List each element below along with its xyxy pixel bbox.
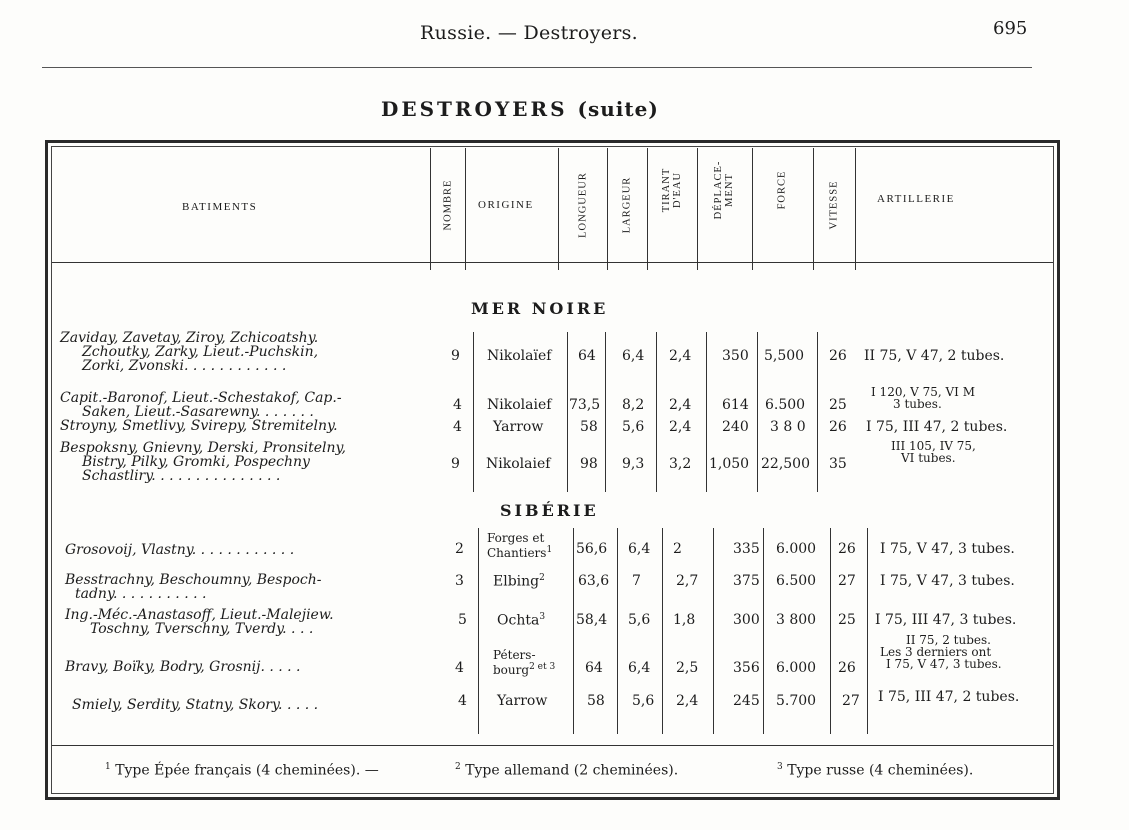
- nombre-cell: 2: [455, 541, 464, 557]
- force-cell: 6.500: [776, 573, 817, 589]
- nombre-cell: 9: [451, 348, 460, 364]
- header-origine: ORIGINE: [478, 199, 534, 211]
- longueur-cell: 98: [580, 456, 598, 472]
- artillerie-cell: I 120, V 75, VI M 3 tubes.: [871, 385, 975, 411]
- vitesse-cell: 25: [829, 397, 847, 413]
- page-number: 695: [993, 18, 1028, 39]
- origine-cell: Ochta$^3$: [497, 612, 546, 629]
- footnote-2: $^2$ Type allemand (2 cheminées).: [455, 762, 679, 779]
- header-vitesse: VITESSE: [828, 180, 840, 230]
- artillerie-cell: I 75, V 47, 3 tubes.: [880, 541, 1015, 557]
- vitesse-cell: 26: [838, 660, 856, 676]
- largeur-cell: 6,4: [628, 660, 651, 676]
- longueur-cell: 58: [580, 419, 598, 435]
- header-nombre: NOMBRE: [442, 179, 454, 231]
- longueur-cell: 64: [578, 348, 596, 364]
- table-title-suffix: (suite): [577, 97, 659, 121]
- deplacement-cell: 375: [733, 573, 760, 589]
- tirant-cell: 2,5: [676, 660, 699, 676]
- artillerie-cell: II 75, 2 tubes. Les 3 derniers ont I 75, V 47, 3 tubes.: [880, 633, 1002, 671]
- running-head: Russie. — Destroyers.: [420, 22, 639, 44]
- origine-cell: Elbing$^2$: [493, 573, 545, 590]
- header-rule: [42, 67, 1032, 68]
- artillerie-cell: I 75, V 47, 3 tubes.: [880, 573, 1015, 589]
- vitesse-cell: 27: [838, 573, 856, 589]
- tirant-cell: 2,7: [676, 573, 699, 589]
- header-deplacement: [713, 161, 735, 220]
- origine-cell: Yarrow: [493, 419, 544, 435]
- tirant-cell: 2,4: [669, 348, 692, 364]
- section-mer-noire: MER NOIRE: [471, 299, 609, 318]
- table-row-names: Grosovoij, Vlastny. . . . . . . . . . . .: [65, 542, 295, 558]
- artillerie-cell: I 75, III 47, 2 tubes.: [866, 419, 1008, 435]
- deplacement-cell: 245: [733, 693, 760, 709]
- force-cell: 6.000: [776, 541, 817, 557]
- force-cell: 5,500: [764, 348, 805, 364]
- largeur-cell: 5,6: [628, 612, 651, 628]
- nombre-cell: 4: [458, 693, 467, 709]
- largeur-cell: 8,2: [622, 397, 645, 413]
- largeur-cell: 6,4: [628, 541, 651, 557]
- deplacement-cell: 335: [733, 541, 760, 557]
- force-cell: 6.000: [776, 660, 817, 676]
- deplacement-cell: 240: [722, 419, 749, 435]
- nombre-cell: 4: [455, 660, 464, 676]
- nombre-cell: 9: [451, 456, 460, 472]
- artillerie-cell: III 105, IV 75, VI tubes.: [891, 439, 976, 465]
- deplacement-cell: 614: [722, 397, 749, 413]
- longueur-cell: 73,5: [569, 397, 601, 413]
- vitesse-cell: 26: [829, 348, 847, 364]
- force-cell: 5.700: [776, 693, 817, 709]
- deplacement-cell: 1,050: [709, 456, 750, 472]
- header-artillerie: ARTILLERIE: [877, 193, 955, 205]
- header-longueur: LONGUEUR: [577, 172, 589, 238]
- longueur-cell: 58: [587, 693, 605, 709]
- deplacement-cell: 350: [722, 348, 749, 364]
- nombre-cell: 4: [453, 397, 462, 413]
- vitesse-cell: 27: [842, 693, 860, 709]
- largeur-cell: 5,6: [622, 419, 645, 435]
- tirant-cell: 2: [673, 541, 682, 557]
- table-row-names: Zaviday, Zavetay, Ziroy, Zchicoatshy. Zchoutky, Zarky, Lieut.-Puchskin, Zorki, Zvonski. . . . . . . . . . . .: [60, 330, 319, 374]
- force-cell: 3 8 0: [770, 419, 806, 435]
- artillerie-cell: I 75, III 47, 2 tubes.: [878, 689, 1020, 705]
- section-siberie: SIBÉRIE: [500, 501, 599, 520]
- origine-cell: Nikolaïef: [487, 348, 552, 364]
- footnote-3: $^3$ Type russe (4 cheminées).: [777, 762, 974, 779]
- header-deplacement-line2: MENT: [724, 173, 735, 207]
- table-row-names: Besstrachny, Beschoumny, Bespoch- tadny. . . . . . . . . . .: [65, 572, 322, 602]
- origine-cell: Forges et Chantiers$^1$: [487, 531, 553, 560]
- table-row-names: Ing.-Méc.-Anastasoff, Lieut.-Malejiew. Toschny, Tverschny, Tverdy. . . .: [65, 607, 334, 637]
- largeur-cell: 7: [632, 573, 641, 589]
- largeur-cell: 9,3: [622, 456, 645, 472]
- header-tirant: [661, 168, 683, 213]
- tirant-cell: 2,4: [669, 419, 692, 435]
- table-row-names: Smiely, Serdity, Statny, Skory. . . . .: [72, 697, 319, 713]
- force-cell: 6.500: [765, 397, 806, 413]
- table-row-names: Bespoksny, Gnievny, Derski, Pronsitelny, Bistry, Pilky, Gromki, Pospechny Schastliry. . . . . . . . . . . . . . .: [60, 440, 346, 484]
- table-title-main: DESTROYERS: [381, 97, 568, 121]
- deplacement-cell: 356: [733, 660, 760, 676]
- longueur-cell: 58,4: [576, 612, 608, 628]
- table-title: [381, 97, 659, 121]
- footnote-1: $^1$ Type Épée français (4 cheminées). —: [105, 762, 379, 779]
- largeur-cell: 5,6: [632, 693, 655, 709]
- tirant-cell: 1,8: [673, 612, 696, 628]
- header-batiments: BATIMENTS: [182, 201, 258, 213]
- header-force: FORCE: [776, 170, 788, 210]
- tirant-cell: 3,2: [669, 456, 692, 472]
- header-deplacement-line1: DÉPLACE-: [713, 160, 724, 220]
- tirant-cell: 2,4: [676, 693, 699, 709]
- table-row-names: Capit.-Baronof, Lieut.-Schestakof, Cap.- Saken, Lieut.-Sasarewny. . . . . . .: [60, 390, 342, 420]
- vitesse-cell: 26: [829, 419, 847, 435]
- vitesse-cell: 25: [838, 612, 856, 628]
- tirant-cell: 2,4: [669, 397, 692, 413]
- vitesse-cell: 35: [829, 456, 847, 472]
- nombre-cell: 5: [458, 612, 467, 628]
- table-row-names: Stroyny, Smetlivy, Svirepy, Stremitelny.: [60, 418, 338, 434]
- artillerie-cell: I 75, III 47, 3 tubes.: [875, 612, 1017, 628]
- longueur-cell: 56,6: [576, 541, 608, 557]
- header-largeur: LARGEUR: [621, 176, 633, 234]
- nombre-cell: 3: [455, 573, 464, 589]
- origine-cell: Nikolaief: [487, 397, 552, 413]
- origine-cell: Yarrow: [497, 693, 548, 709]
- header-tirant-line2: D'EAU: [672, 171, 683, 209]
- longueur-cell: 64: [585, 660, 603, 676]
- origine-cell: Péters- bourg$^{2 et 3}$: [493, 648, 556, 677]
- nombre-cell: 4: [453, 419, 462, 435]
- force-cell: 3 800: [776, 612, 817, 628]
- longueur-cell: 63,6: [578, 573, 610, 589]
- force-cell: 22,500: [761, 456, 810, 472]
- header-tirant-line1: TIRANT: [661, 167, 672, 213]
- vitesse-cell: 26: [838, 541, 856, 557]
- table-row-names: Bravy, Boïky, Bodry, Grosnij. . . . .: [65, 659, 301, 675]
- deplacement-cell: 300: [733, 612, 760, 628]
- largeur-cell: 6,4: [622, 348, 645, 364]
- origine-cell: Nikolaief: [486, 456, 551, 472]
- artillerie-cell: II 75, V 47, 2 tubes.: [864, 348, 1005, 364]
